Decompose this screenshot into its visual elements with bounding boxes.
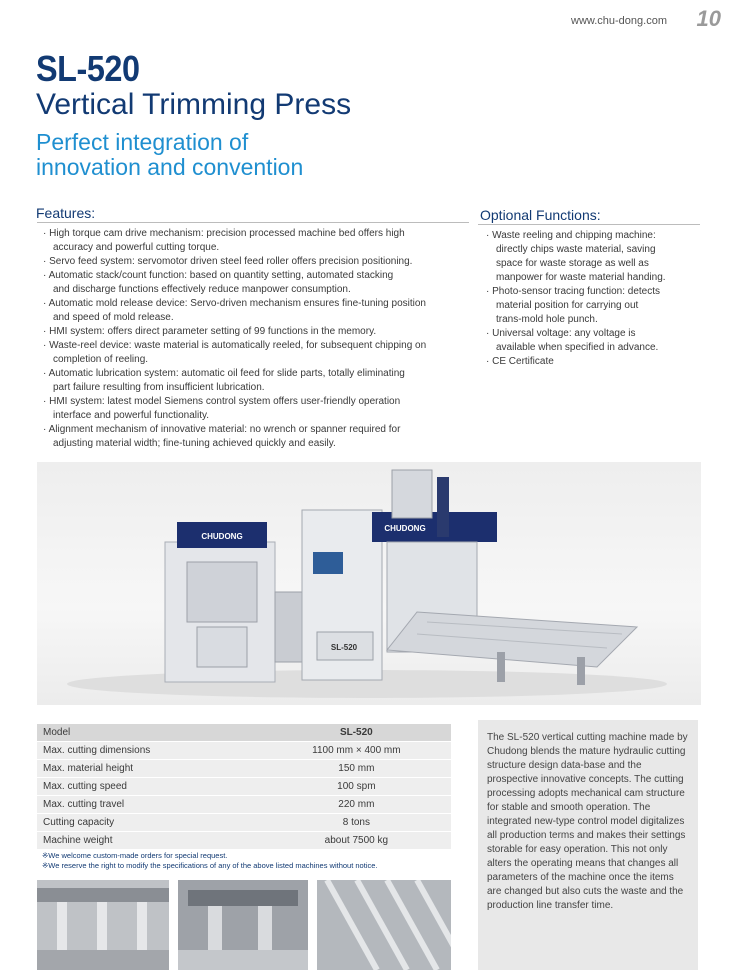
specs-header-model: SL-520 xyxy=(262,724,451,742)
detail-illustration xyxy=(178,880,308,970)
bullet: · xyxy=(486,286,490,297)
table-row xyxy=(37,832,451,850)
bullet: · xyxy=(43,424,47,435)
feature-item: · HMI system: latest model Siemens control system offers user-friendly operation interface and powerful functionality. xyxy=(43,396,401,421)
model-label: SL-520 xyxy=(330,643,358,652)
spec-label: Max. material height xyxy=(37,760,262,778)
optional-item: · CE Certificate xyxy=(486,356,554,367)
brand-label: CHUDONG xyxy=(201,532,243,541)
spec-label: Max. cutting speed xyxy=(37,778,262,796)
website-url: www.chu-dong.com xyxy=(571,15,667,27)
bullet: · xyxy=(43,340,47,351)
bullet: · xyxy=(43,326,47,337)
spec-value: 100 spm xyxy=(262,778,451,796)
tagline-line: innovation and convention xyxy=(36,154,304,180)
bullet: · xyxy=(43,228,47,239)
feature-item: · Servo feed system: servomotor driven steel feed roller offers precision positioning. xyxy=(43,256,413,267)
optional-list xyxy=(483,229,693,369)
description-box xyxy=(478,720,698,970)
spec-value: 150 mm xyxy=(262,760,451,778)
optional-heading: Optional Functions: xyxy=(480,207,601,223)
bullet: · xyxy=(43,256,47,267)
custom-order-note: ※We welcome custom-made orders for special request. xyxy=(42,851,228,860)
table-row xyxy=(37,796,451,814)
machine-photo xyxy=(37,462,701,705)
specs-header-label: Model xyxy=(37,724,262,742)
brand-label: CHUDONG xyxy=(384,524,426,533)
features-divider xyxy=(37,222,469,223)
description-text: The SL-520 vertical cutting machine made by Chudong blends the mature hydraulic cutting structure design data-base and the prospective innovative concepts. The cutting processing adopts mechanical cam structure for stable and smooth operation. The integrated new-type control model digitalizes all production terms and makes their settings storable for easy operation. This not only alters the operating means that changes all parameters of the machine once the items are changed but also cuts the waste and the production line transfer time. xyxy=(487,732,688,911)
feature-item: · Alignment mechanism of innovative material: no wrench or spanner required for adjusting material width; fine-tuning achieved quickly and easily. xyxy=(43,424,401,449)
bullet: · xyxy=(486,230,490,241)
bullet: · xyxy=(43,368,47,379)
detail-illustration xyxy=(317,880,451,970)
product-title: Vertical Trimming Press xyxy=(36,88,352,121)
specs-table xyxy=(37,724,451,850)
spec-label: Cutting capacity xyxy=(37,814,262,832)
optional-divider xyxy=(478,224,700,225)
detail-photo xyxy=(178,880,308,970)
modification-note: ※We reserve the right to modify the specifications of any of the above listed machines without notice. xyxy=(42,861,378,870)
optional-item: · Photo-sensor tracing function: detects material position for carrying out trans-mold hole punch. xyxy=(486,286,660,325)
feature-item: · Automatic lubrication system: automatic oil feed for slide parts, totally eliminating part failure resulting from insufficient lubrication. xyxy=(43,368,405,393)
feature-item: · Automatic mold release device: Servo-driven mechanism ensures fine-tuning position and speed of mold release. xyxy=(43,298,426,323)
feature-item: · HMI system: offers direct parameter setting of 99 functions in the memory. xyxy=(43,326,377,337)
spec-label: Max. cutting dimensions xyxy=(37,742,262,760)
table-row xyxy=(37,778,451,796)
detail-photo xyxy=(317,880,451,970)
table-row xyxy=(37,814,451,832)
bullet: · xyxy=(43,298,47,309)
machine-illustration xyxy=(37,462,701,705)
detail-illustration xyxy=(37,880,169,970)
detail-photo xyxy=(37,880,169,970)
bullet: · xyxy=(486,356,490,367)
model-title: SL-520 xyxy=(36,48,140,89)
bullet: · xyxy=(486,328,490,339)
spec-label: Machine weight xyxy=(37,832,262,850)
tagline xyxy=(36,130,456,180)
tagline-line: Perfect integration of xyxy=(36,129,249,155)
feature-item: · High torque cam drive mechanism: precision processed machine bed offers high accuracy and powerful cutting torque. xyxy=(43,228,405,253)
page-number: 10 xyxy=(696,6,721,31)
bullet: · xyxy=(43,396,47,407)
table-row xyxy=(37,760,451,778)
features-heading: Features: xyxy=(36,205,96,221)
feature-item: · Waste-reel device: waste material is automatically reeled, for subsequent chipping on completion of reeling. xyxy=(43,340,427,365)
table-row xyxy=(37,742,451,760)
spec-value: 8 tons xyxy=(262,814,451,832)
spec-label: Max. cutting travel xyxy=(37,796,262,814)
feature-item: · Automatic stack/count function: based on quantity setting, automated stacking and discharge functions effectively reduce manpower consumption. xyxy=(43,270,394,295)
optional-item: · Waste reeling and chipping machine: directly chips waste material, saving space for waste storage as well as manpower for waste material handing. xyxy=(486,230,666,283)
spec-value: 220 mm xyxy=(262,796,451,814)
optional-item: · Universal voltage: any voltage is available when specified in advance. xyxy=(486,328,659,353)
bullet: · xyxy=(43,270,47,281)
spec-value: 1100 mm × 400 mm xyxy=(262,742,451,760)
features-list xyxy=(40,227,470,451)
specs-header-row xyxy=(37,724,451,742)
spec-value: about 7500 kg xyxy=(262,832,451,850)
